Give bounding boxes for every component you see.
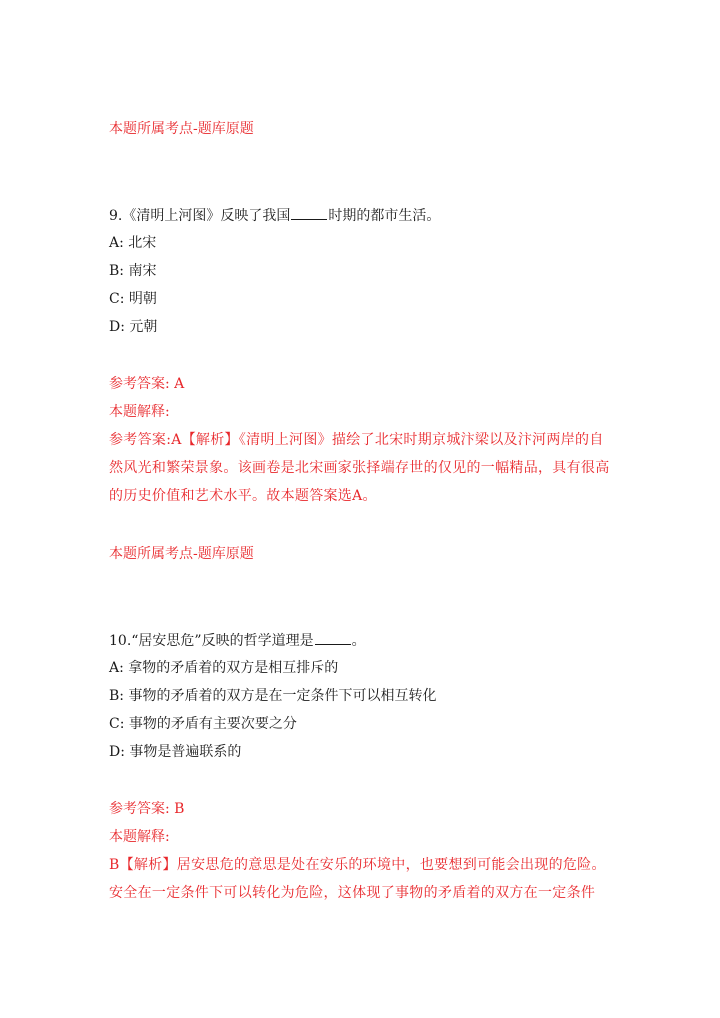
question-10-option-b bbox=[109, 686, 436, 706]
question-9-option-d bbox=[109, 317, 157, 337]
option-key: A: bbox=[109, 235, 124, 251]
option-text: 元朝 bbox=[129, 319, 158, 335]
option-text: 北宋 bbox=[128, 235, 157, 251]
option-text: 事物是普遍联系的 bbox=[129, 744, 242, 760]
question-10-prefix: 10.“居安思危”反映的哲学道理是 bbox=[109, 633, 314, 649]
option-key: C: bbox=[109, 291, 125, 307]
question-9-option-c bbox=[109, 289, 157, 309]
option-key: D: bbox=[109, 319, 125, 335]
question-9-suffix: 时期的都市生活。 bbox=[328, 208, 441, 224]
question-9-blank bbox=[291, 205, 327, 220]
question-10-suffix: 。 bbox=[351, 633, 366, 649]
question-9-footer: 本题所属考点-题库原题 bbox=[109, 546, 254, 562]
question-10-explanation: B【解析】居安思危的意思是处在安乐的环境中，也要想到可能会出现的危险。安全在一定条件下可以转化为危险，这体现了事物的矛盾着的双方在一定条件 bbox=[109, 857, 606, 901]
question-9-explanation: 参考答案:A【解析】《清明上河图》描绘了北宋时期京城汴梁以及汴河两岸的自然风光和繁荣景象。该画卷是北宋画家张择端存世的仅见的一幅精品，具有很高的历史价值和艺术水平。故本题答案选A。 bbox=[109, 432, 610, 504]
question-10-explain-label: 本题解释: bbox=[109, 829, 170, 845]
section-footer-top: 本题所属考点-题库原题 bbox=[109, 121, 254, 137]
question-10-option-d bbox=[109, 742, 241, 762]
question-10-stem bbox=[109, 630, 366, 650]
option-text: 事物的矛盾有主要次要之分 bbox=[128, 716, 297, 732]
question-10-answer: 参考答案: B bbox=[109, 801, 185, 817]
question-9-option-a bbox=[109, 233, 156, 253]
question-10-blank bbox=[315, 630, 351, 645]
question-9-option-b bbox=[109, 261, 156, 281]
question-9-prefix: 9.《清明上河图》反映了我国 bbox=[109, 208, 291, 224]
option-key: D: bbox=[109, 744, 125, 760]
option-key: C: bbox=[109, 716, 125, 732]
question-9-answer: 参考答案: A bbox=[109, 376, 185, 392]
question-10-option-c bbox=[109, 714, 297, 734]
option-key: A: bbox=[109, 660, 124, 676]
option-text: 拿物的矛盾着的双方是相互排斥的 bbox=[128, 660, 339, 676]
option-text: 明朝 bbox=[128, 291, 157, 307]
question-10-option-a bbox=[109, 658, 338, 678]
option-key: B: bbox=[109, 263, 125, 279]
option-key: B: bbox=[109, 688, 125, 704]
option-text: 南宋 bbox=[128, 263, 157, 279]
question-9-stem bbox=[109, 205, 440, 225]
question-9-explain-label: 本题解释: bbox=[109, 404, 170, 420]
option-text: 事物的矛盾着的双方是在一定条件下可以相互转化 bbox=[128, 688, 437, 704]
